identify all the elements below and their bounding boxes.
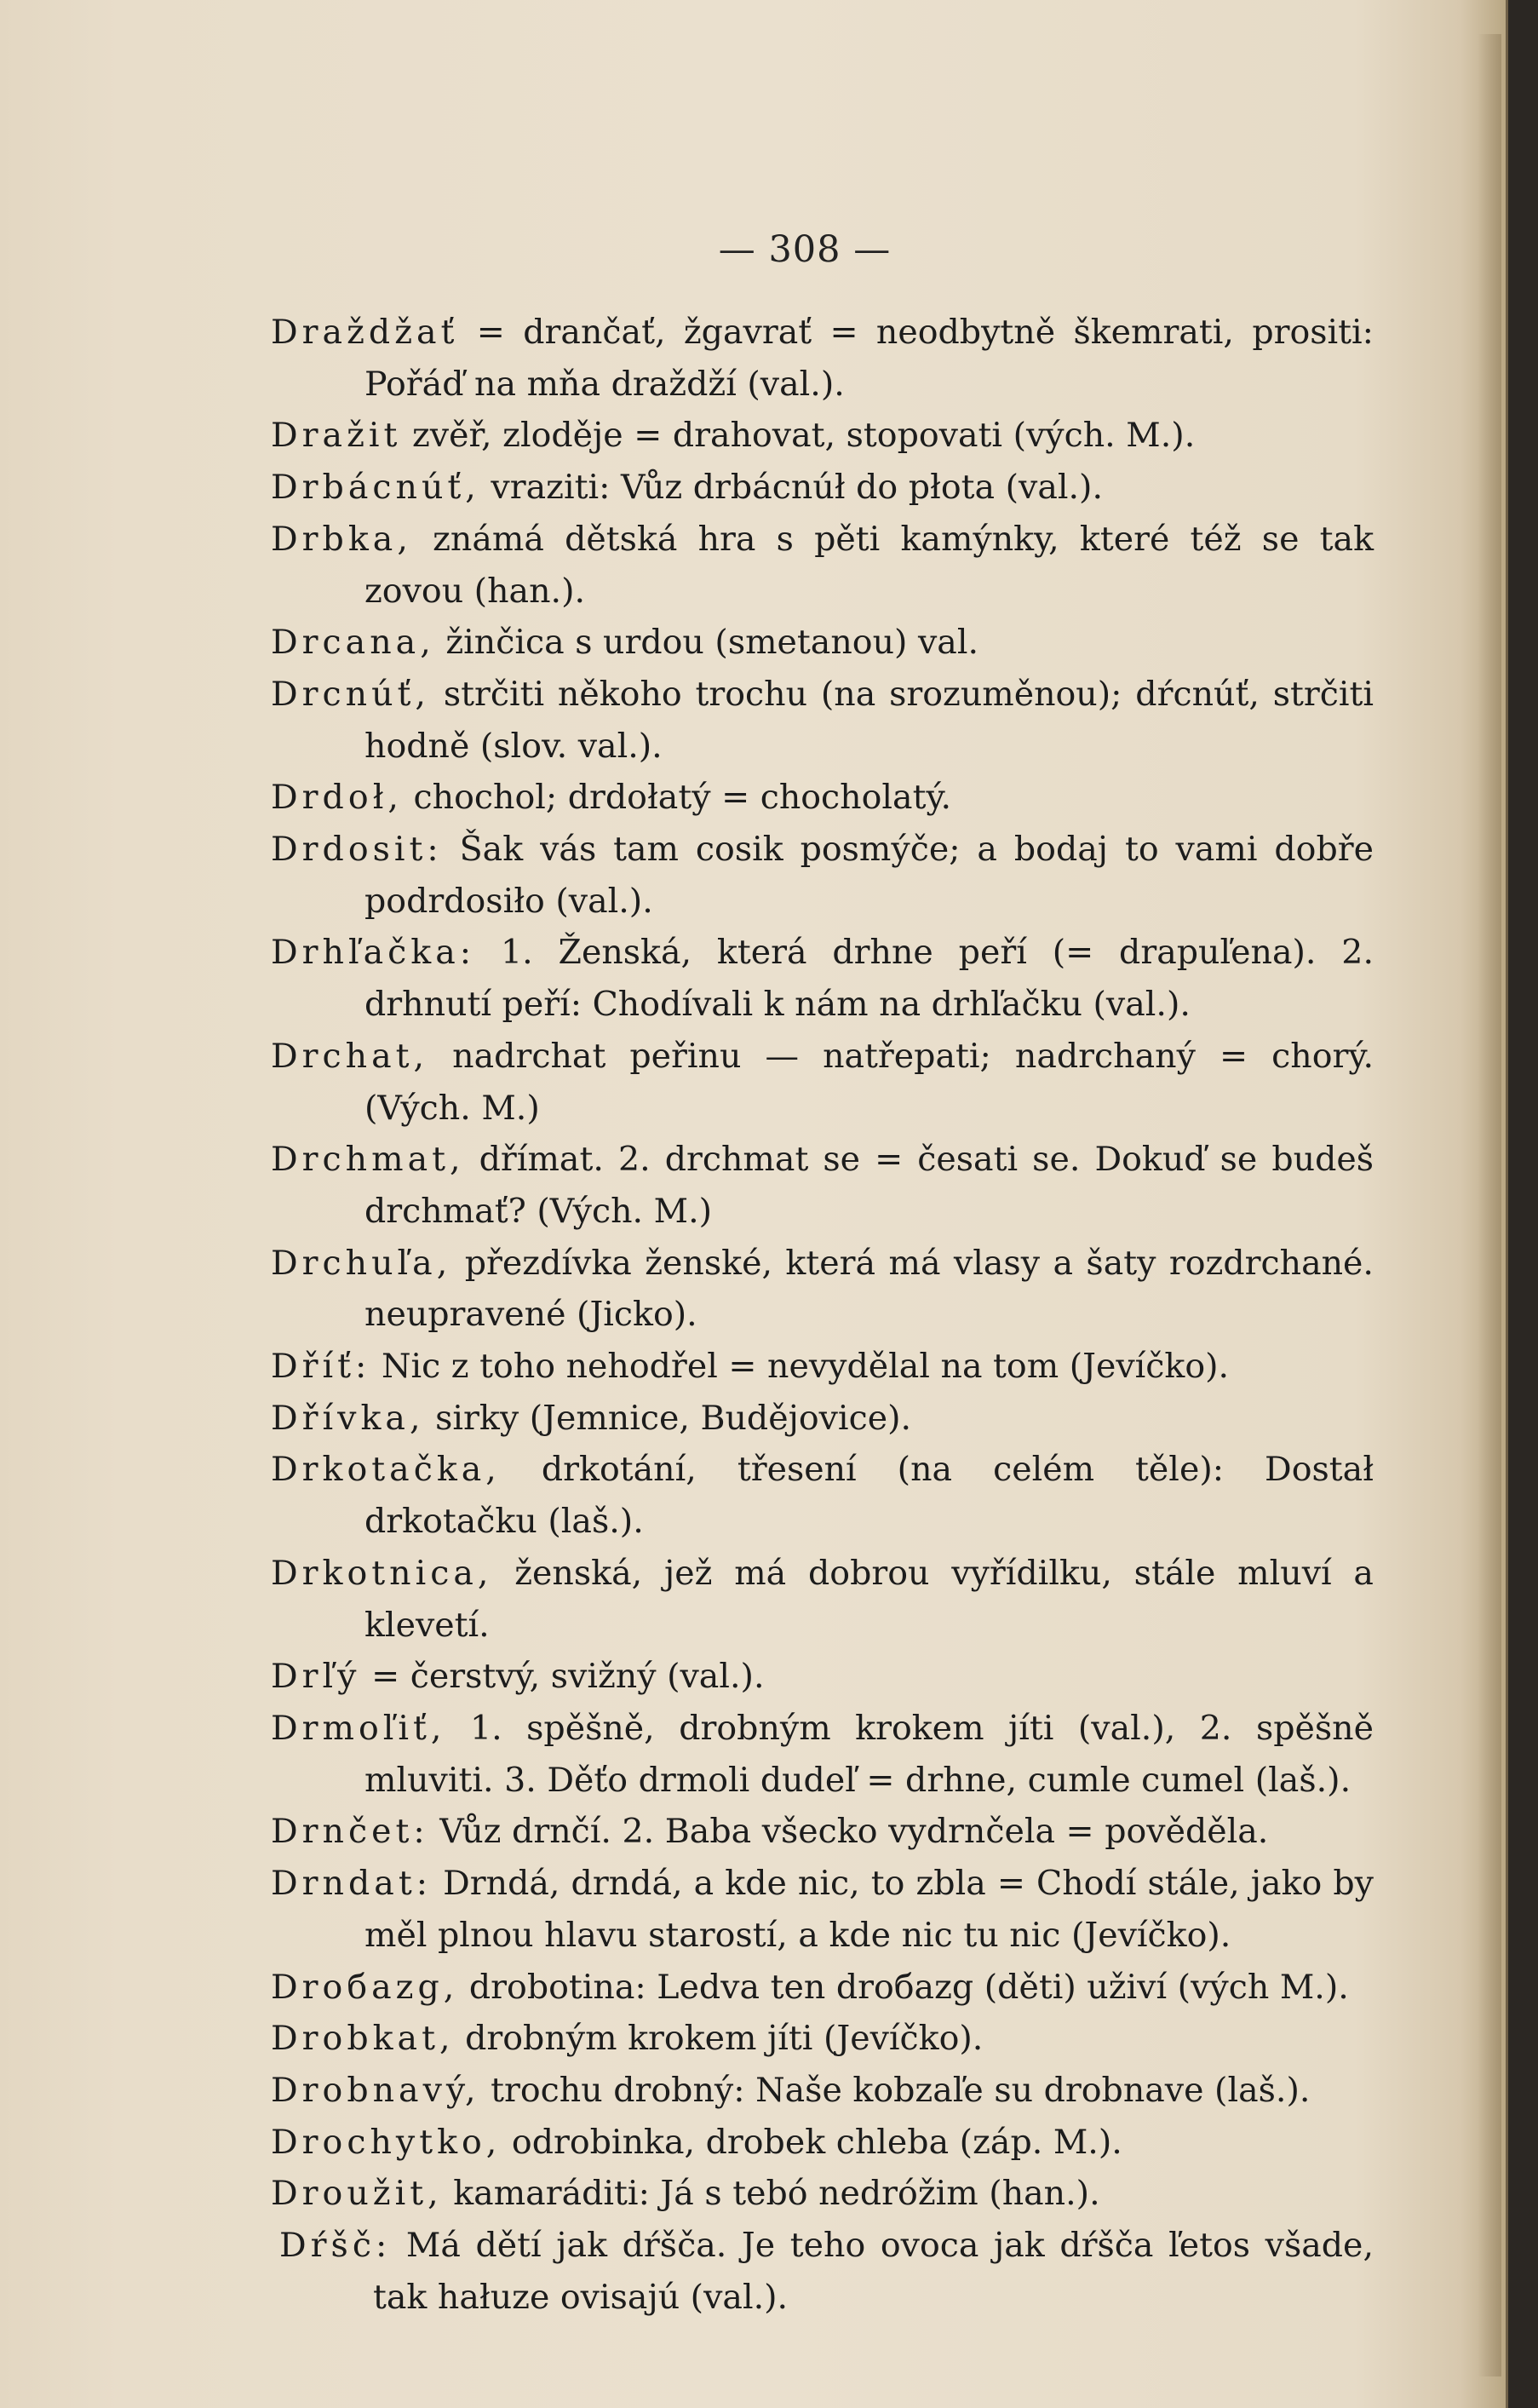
- dictionary-entry: [271, 2013, 1374, 2065]
- entry-headword: Droužit,: [271, 2174, 443, 2214]
- entry-headword: Dříť:: [271, 1347, 371, 1387]
- entry-text: chochol; drdołatý = chocholatý.: [413, 778, 952, 818]
- entry-headword: Droбazg,: [271, 1967, 459, 2007]
- entry-text: kamaráditi: Já s tebó nedróžim (han.).: [453, 2174, 1100, 2214]
- entry-text: drkotání, třesení (na celém těle): Dostał drkotačku (laš.).: [364, 1450, 1374, 1542]
- dictionary-entry: [271, 1031, 1374, 1134]
- dictionary-entry: [271, 1393, 1374, 1445]
- entry-headword: Drchuľa,: [271, 1243, 452, 1283]
- dictionary-entry: [271, 2168, 1374, 2220]
- entry-text: = čerstvý, svižný (val.).: [371, 1657, 765, 1697]
- entry-text: dřímat. 2. drchmat se = česati se. Dokuď se budeš drchmať? (Vých. M.): [364, 1140, 1374, 1231]
- entry-headword: Drdosit:: [271, 830, 443, 870]
- dictionary-entry: [271, 1806, 1374, 1858]
- entry-text: zvěř, zloděje = drahovat, stopovati (vých. M.).: [411, 416, 1196, 456]
- dictionary-entry: [271, 1341, 1374, 1393]
- entry-text: drobotina: Ledva ten droбazg (děti) uživí (vých M.).: [468, 1967, 1349, 2007]
- entry-text: odrobinka, drobek chleba (záp. M.).: [511, 2122, 1122, 2162]
- entry-headword: Dŕšč:: [279, 2226, 392, 2266]
- entry-text: ženská, jež má dobrou vyřídilku, stále mluví a klevetí.: [364, 1553, 1374, 1645]
- entry-headword: Drbácnúť,: [271, 468, 480, 508]
- page-number: — 308 —: [718, 228, 892, 271]
- dictionary-entry: [271, 669, 1374, 772]
- page-edge-shadow: [1478, 34, 1501, 2376]
- entry-headword: Drbka,: [271, 519, 412, 559]
- entry-headword: Draždžať: [271, 313, 459, 352]
- entry-headword: Drchat,: [271, 1036, 429, 1076]
- entry-text: sirky (Jemnice, Budějovice).: [435, 1398, 912, 1438]
- entry-headword: Drdoł,: [271, 778, 403, 818]
- entry-headword: Drndat:: [271, 1864, 433, 1904]
- dictionary-entry: [271, 1651, 1374, 1703]
- dictionary-entry: [271, 514, 1374, 617]
- entry-headword: Drobnavý,: [271, 2070, 480, 2110]
- dictionary-entries: [271, 307, 1374, 2323]
- dictionary-entry: [271, 824, 1374, 927]
- entry-text: Drndá, drndá, a kde nic, to zbla = Chodí stále, jako by měl plnou hlavu starostí, a kde nic tu nic (Jevíčko).: [364, 1864, 1374, 1955]
- dictionary-entry: [271, 1858, 1374, 1961]
- entry-headword: Drľý: [271, 1657, 361, 1697]
- dictionary-entry: [271, 307, 1374, 410]
- entry-text: strčiti někoho trochu (na srozuměnou); dŕcnúť, strčiti hodně (slov. val.).: [364, 674, 1374, 766]
- entry-text: vraziti: Vůz drbácnúł do płota (val.).: [491, 468, 1104, 508]
- entry-text: drobným krokem jíti (Jevíčko).: [465, 2019, 984, 2059]
- entry-text: 1. spěšně, drobným krokem jíti (val.), 2. spěšně mluviti. 3. Děťo drmoli dudeľ = drhne, cumle cumel (laš.).: [364, 1708, 1374, 1800]
- dictionary-entry: [271, 1703, 1374, 1806]
- entry-headword: Drhľačka:: [271, 933, 476, 973]
- entry-text: žinčica s urdou (smetanou) val.: [445, 623, 979, 663]
- entry-text: známá dětská hra s pěti kamýnky, které též se tak zovou (han.).: [364, 519, 1374, 611]
- dictionary-entry: [271, 1134, 1374, 1237]
- dictionary-entry: [271, 1444, 1374, 1547]
- entry-headword: Dřívka,: [271, 1398, 425, 1438]
- entry-text: přezdívka ženské, která má vlasy a šaty rozdrchané. neupravené (Jicko).: [364, 1243, 1374, 1335]
- entry-text: Nic z toho nehodřel = nevydělal na tom (Jevíčko).: [381, 1347, 1230, 1387]
- entry-text: nadrchat peřinu — natřepati; nadrchaný = chorý. (Vých. M.): [364, 1036, 1374, 1128]
- entry-headword: Drnčet:: [271, 1812, 429, 1852]
- dictionary-entry: [271, 617, 1374, 669]
- entry-headword: Dražit: [271, 416, 402, 456]
- entry-text: 1. Ženská, která drhne peří (= drapuľena). 2. drhnutí peří: Chodívali k nám na drhľačku (val.).: [364, 933, 1374, 1025]
- dictionary-entry: [271, 2065, 1374, 2117]
- entry-headword: Drcnúť,: [271, 674, 430, 714]
- dictionary-entry: [271, 410, 1374, 462]
- dictionary-entry: [279, 2220, 1374, 2323]
- entry-headword: Drkotnica,: [271, 1553, 493, 1593]
- entry-headword: Drkotačka,: [271, 1450, 501, 1490]
- entry-headword: Drobkat,: [271, 2019, 455, 2059]
- entry-headword: Drcana,: [271, 623, 435, 663]
- entry-text: Má dětí jak dŕšča. Je teho ovoca jak dŕšča ľetos všade, tak hałuze ovisajú (val.).: [373, 2226, 1374, 2317]
- entry-text: Vůz drnčí. 2. Baba všecko vydrnčela = pověděla.: [439, 1812, 1269, 1852]
- entry-headword: Drochytko,: [271, 2122, 502, 2162]
- dictionary-entry: [271, 927, 1374, 1030]
- dictionary-entry: [271, 772, 1374, 824]
- entry-text: trochu drobný: Naše kobzaľe su drobnave (laš.).: [491, 2070, 1311, 2110]
- dictionary-entry: [271, 1548, 1374, 1651]
- entry-headword: Drmoľiť,: [271, 1708, 446, 1748]
- entry-text: = drančať, žgavrať = neodbytně škemrati, prositi: Pořáď na mňa draždží (val.).: [364, 313, 1374, 404]
- dictionary-entry: [271, 1962, 1374, 2014]
- dictionary-entry: [271, 1238, 1374, 1341]
- entry-headword: Drchmat,: [271, 1140, 465, 1180]
- dictionary-entry: [271, 2117, 1374, 2169]
- entry-text: Šak vás tam cosik posmýče; a bodaj to vami dobře podrdosiło (val.).: [364, 830, 1374, 921]
- dictionary-entry: [271, 462, 1374, 514]
